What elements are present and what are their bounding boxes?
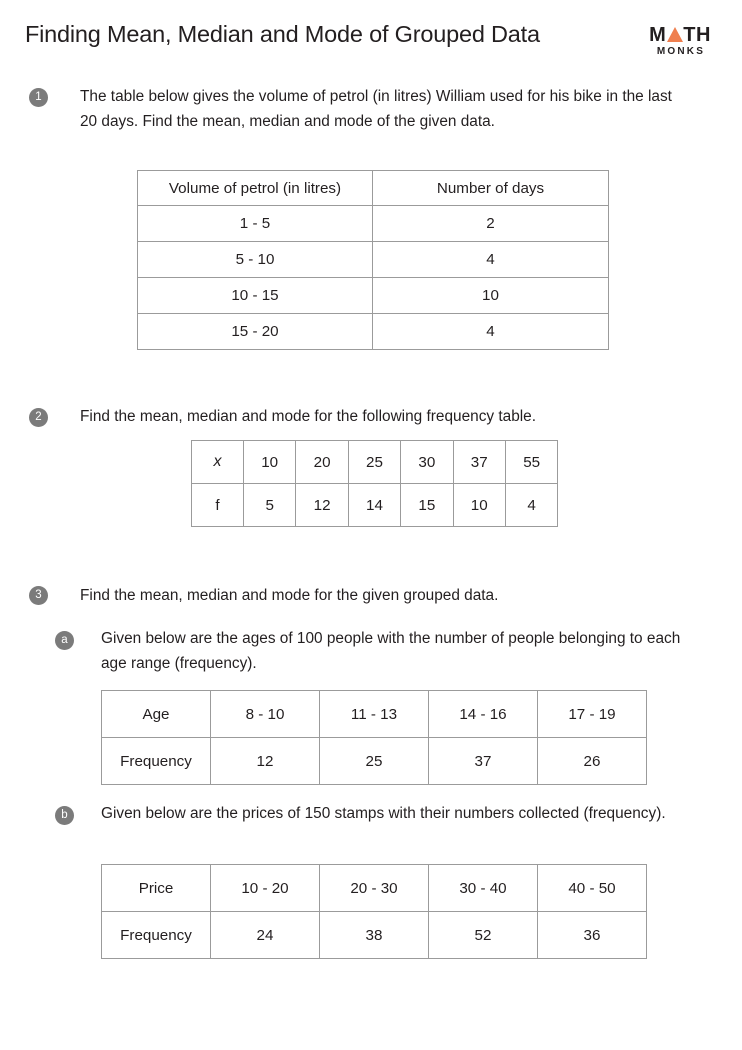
table-row-frequency	[102, 738, 647, 785]
row-label-price: Price	[102, 865, 211, 912]
cell-volume-range: 1 - 5	[138, 206, 373, 242]
logo-letter-m: M	[649, 24, 667, 46]
table-row-frequency	[102, 912, 647, 959]
row-label-age: Age	[102, 691, 211, 738]
cell-frequency-value: 24	[211, 912, 320, 959]
cell-f-value: 10	[453, 484, 505, 527]
cell-age-range: 14 - 16	[429, 691, 538, 738]
cell-frequency-value: 37	[429, 738, 538, 785]
page-title: Finding Mean, Median and Mode of Grouped Data	[25, 21, 540, 47]
row-label-frequency: Frequency	[102, 738, 211, 785]
table-age-frequency	[101, 690, 647, 785]
cell-x-value: 30	[401, 441, 453, 484]
page-header	[0, 0, 742, 72]
logo-wordmark	[642, 25, 718, 45]
cell-volume-range: 5 - 10	[138, 242, 373, 278]
question-number-badge-1: 1	[29, 88, 48, 107]
cell-frequency-value: 25	[320, 738, 429, 785]
triangle-icon	[667, 27, 683, 42]
cell-volume-range: 10 - 15	[138, 278, 373, 314]
logo-letters-th: TH	[683, 24, 711, 46]
cell-price-range: 10 - 20	[211, 865, 320, 912]
table-row-f	[192, 484, 558, 527]
header-number-of-days: Number of days	[373, 171, 609, 206]
row-label-x: x	[192, 441, 244, 484]
math-monks-logo	[642, 25, 718, 57]
question-number-badge-2: 2	[29, 408, 48, 427]
question-number-badge-3: 3	[29, 586, 48, 605]
cell-f-value: 4	[505, 484, 557, 527]
question-part-badge-a: a	[55, 631, 74, 650]
cell-x-value: 25	[348, 441, 400, 484]
cell-price-range: 20 - 30	[320, 865, 429, 912]
logo-subtitle: MONKS	[656, 46, 706, 57]
cell-frequency-value: 38	[320, 912, 429, 959]
cell-f-value: 14	[348, 484, 400, 527]
table-frequency-distribution	[191, 440, 558, 527]
cell-price-range: 40 - 50	[538, 865, 647, 912]
table-row	[138, 242, 609, 278]
cell-days-count: 4	[373, 242, 609, 278]
cell-volume-range: 15 - 20	[138, 314, 373, 350]
cell-x-value: 55	[505, 441, 557, 484]
cell-x-value: 37	[453, 441, 505, 484]
question-part-badge-b: b	[55, 806, 74, 825]
cell-age-range: 11 - 13	[320, 691, 429, 738]
cell-frequency-value: 36	[538, 912, 647, 959]
cell-f-value: 12	[296, 484, 348, 527]
cell-x-value: 10	[244, 441, 296, 484]
cell-days-count: 2	[373, 206, 609, 242]
cell-price-range: 30 - 40	[429, 865, 538, 912]
table-row-price	[102, 865, 647, 912]
table-price-frequency	[101, 864, 647, 959]
question-3b-text: Given below are the prices of 150 stamps with their numbers collected (frequency).	[101, 805, 666, 822]
table-row	[138, 206, 609, 242]
table-row-header	[138, 171, 609, 206]
header-volume-of-petrol: Volume of petrol (in litres)	[138, 171, 373, 206]
cell-days-count: 10	[373, 278, 609, 314]
cell-f-value: 15	[401, 484, 453, 527]
row-label-f: f	[192, 484, 244, 527]
table-row	[138, 314, 609, 350]
table-petrol-volume	[137, 170, 609, 350]
row-label-frequency: Frequency	[102, 912, 211, 959]
cell-frequency-value: 52	[429, 912, 538, 959]
cell-age-range: 17 - 19	[538, 691, 647, 738]
cell-f-value: 5	[244, 484, 296, 527]
cell-frequency-value: 26	[538, 738, 647, 785]
question-3a-text: Given below are the ages of 100 people with the number of people belonging to each age range (frequency).	[101, 630, 681, 672]
table-row-x	[192, 441, 558, 484]
cell-days-count: 4	[373, 314, 609, 350]
table-row	[138, 278, 609, 314]
question-3-text: Find the mean, median and mode for the given grouped data.	[80, 587, 499, 604]
table-row-age	[102, 691, 647, 738]
question-2-text: Find the mean, median and mode for the following frequency table.	[80, 408, 537, 425]
cell-x-value: 20	[296, 441, 348, 484]
cell-age-range: 8 - 10	[211, 691, 320, 738]
cell-frequency-value: 12	[211, 738, 320, 785]
question-1-text: The table below gives the volume of petrol (in litres) William used for his bike in the last 20 days. Find the mean, median and mode of the given data.	[80, 88, 672, 130]
